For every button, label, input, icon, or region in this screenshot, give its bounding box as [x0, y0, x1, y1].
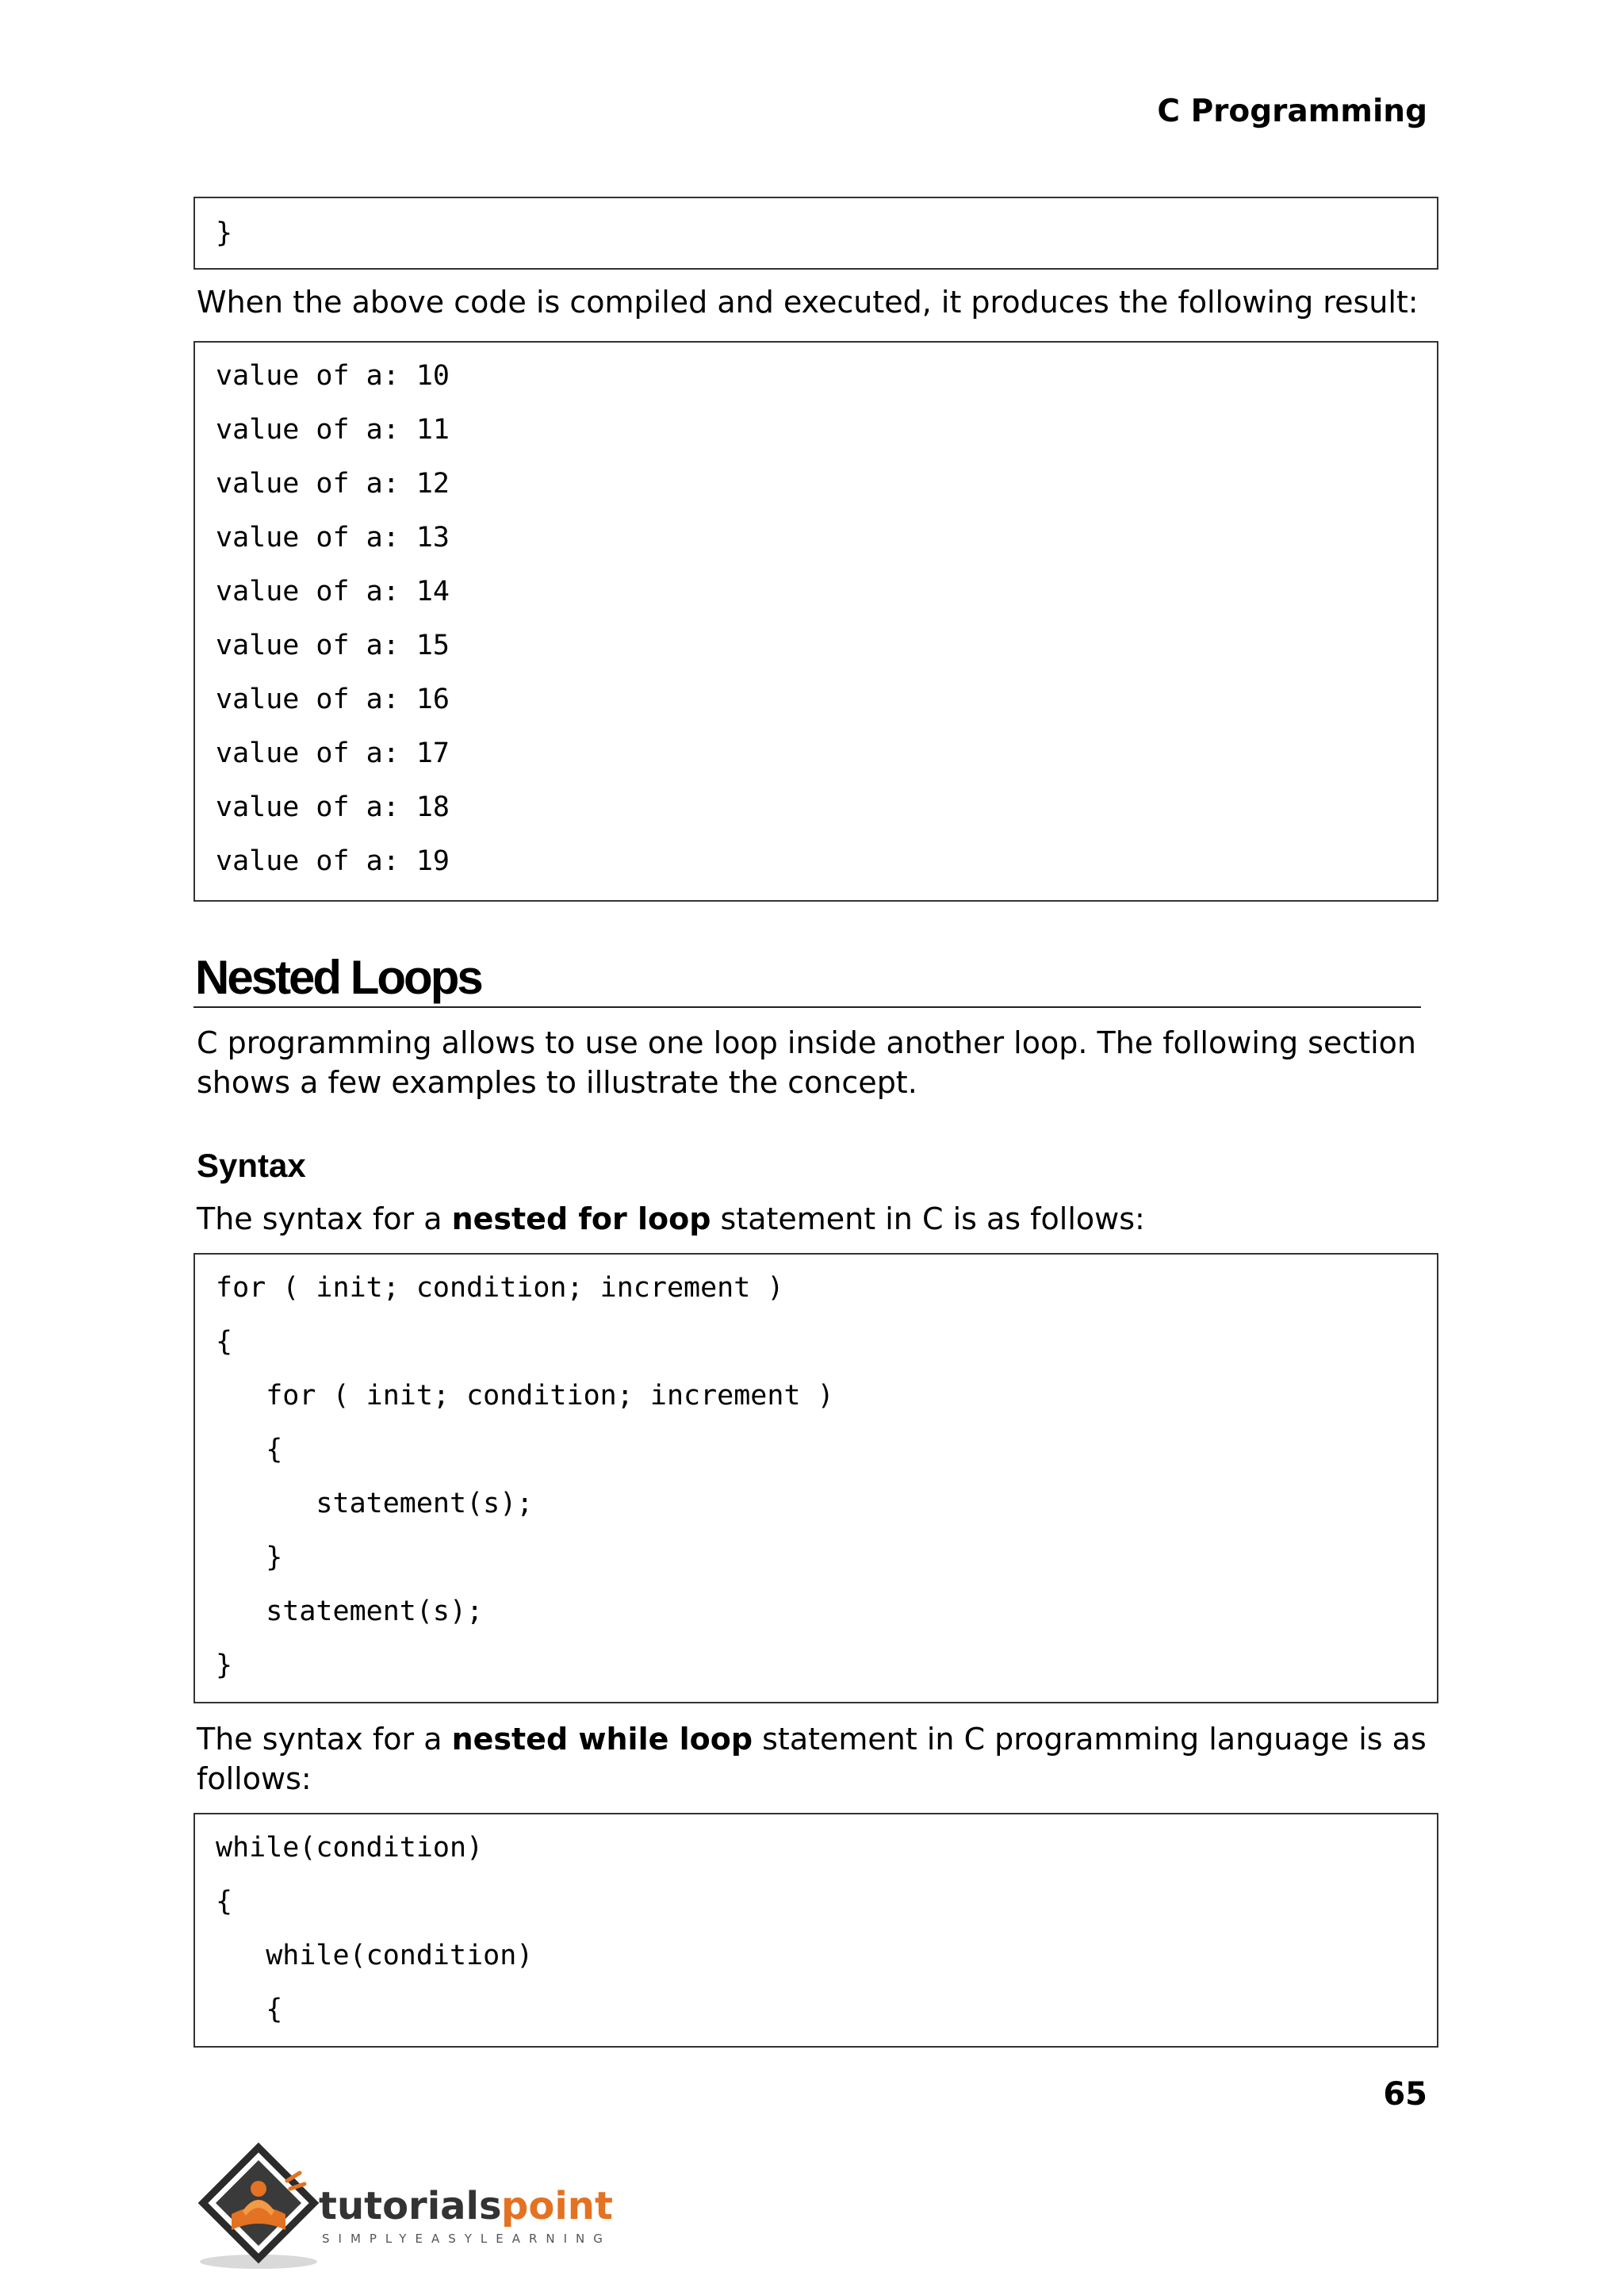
code-line: for ( init; condition; increment ) — [216, 1272, 784, 1304]
code-line: while(condition) — [216, 1940, 534, 1971]
section-title: Nested Loops — [195, 951, 481, 1004]
code-line: { — [216, 1886, 233, 1918]
logo-text-tutorials: tutorials — [319, 2184, 502, 2228]
output-line: value of a: 16 — [216, 684, 450, 715]
code-line: } — [216, 1649, 233, 1681]
nested-while-code-block — [193, 1813, 1438, 2048]
intro-text-part: The syntax for a — [197, 1722, 452, 1757]
output-line: value of a: 17 — [216, 738, 450, 769]
while-syntax-intro — [197, 1719, 1438, 1799]
code-line: statement(s); — [216, 1488, 534, 1519]
page-number: 65 — [1383, 2076, 1427, 2113]
output-line: value of a: 19 — [216, 845, 450, 877]
result-intro-text: When the above code is compiled and executed, it produces the following result: — [197, 285, 1419, 320]
output-line: value of a: 15 — [216, 630, 450, 661]
output-line: value of a: 18 — [216, 791, 450, 823]
intro-text-part: statement in C programming language is as follows: — [197, 1722, 1427, 1796]
code-line: { — [216, 1994, 283, 2025]
output-block — [193, 341, 1438, 902]
output-line: value of a: 11 — [216, 414, 450, 446]
nested-for-code-block — [193, 1253, 1438, 1703]
for-syntax-intro — [197, 1199, 1438, 1239]
intro-text-part: statement in C is as follows: — [710, 1201, 1145, 1236]
logo-tagline: SIMPLYEASYLEARNING — [322, 2232, 611, 2246]
section-intro-text: C programming allows to use one loop inside another loop. The following section shows a few examples to illustrate the concept. — [197, 1025, 1417, 1100]
intro-bold-term: nested for loop — [451, 1201, 711, 1236]
tutorialspoint-logo — [193, 2133, 638, 2276]
code-line: } — [216, 1542, 283, 1573]
output-line: value of a: 13 — [216, 522, 450, 554]
syntax-subtitle: Syntax — [197, 1147, 306, 1184]
intro-text-part: The syntax for a — [197, 1201, 452, 1236]
output-line: value of a: 14 — [216, 576, 450, 607]
intro-bold-term: nested while loop — [451, 1722, 753, 1757]
code-line: for ( init; condition; increment ) — [216, 1380, 834, 1412]
page-header-title: C Programming — [1157, 94, 1427, 129]
code-line: } — [216, 217, 233, 249]
code-line: while(condition) — [216, 1832, 484, 1864]
output-line: value of a: 10 — [216, 360, 450, 392]
code-line: { — [216, 1326, 233, 1358]
code-line: { — [216, 1434, 283, 1466]
logo-text-point: point — [501, 2184, 613, 2228]
tutorialspoint-logo-icon — [193, 2133, 638, 2276]
output-line: value of a: 12 — [216, 468, 450, 500]
code-line: statement(s); — [216, 1596, 484, 1627]
code-block-closing — [193, 197, 1438, 270]
section-divider — [193, 1006, 1421, 1008]
